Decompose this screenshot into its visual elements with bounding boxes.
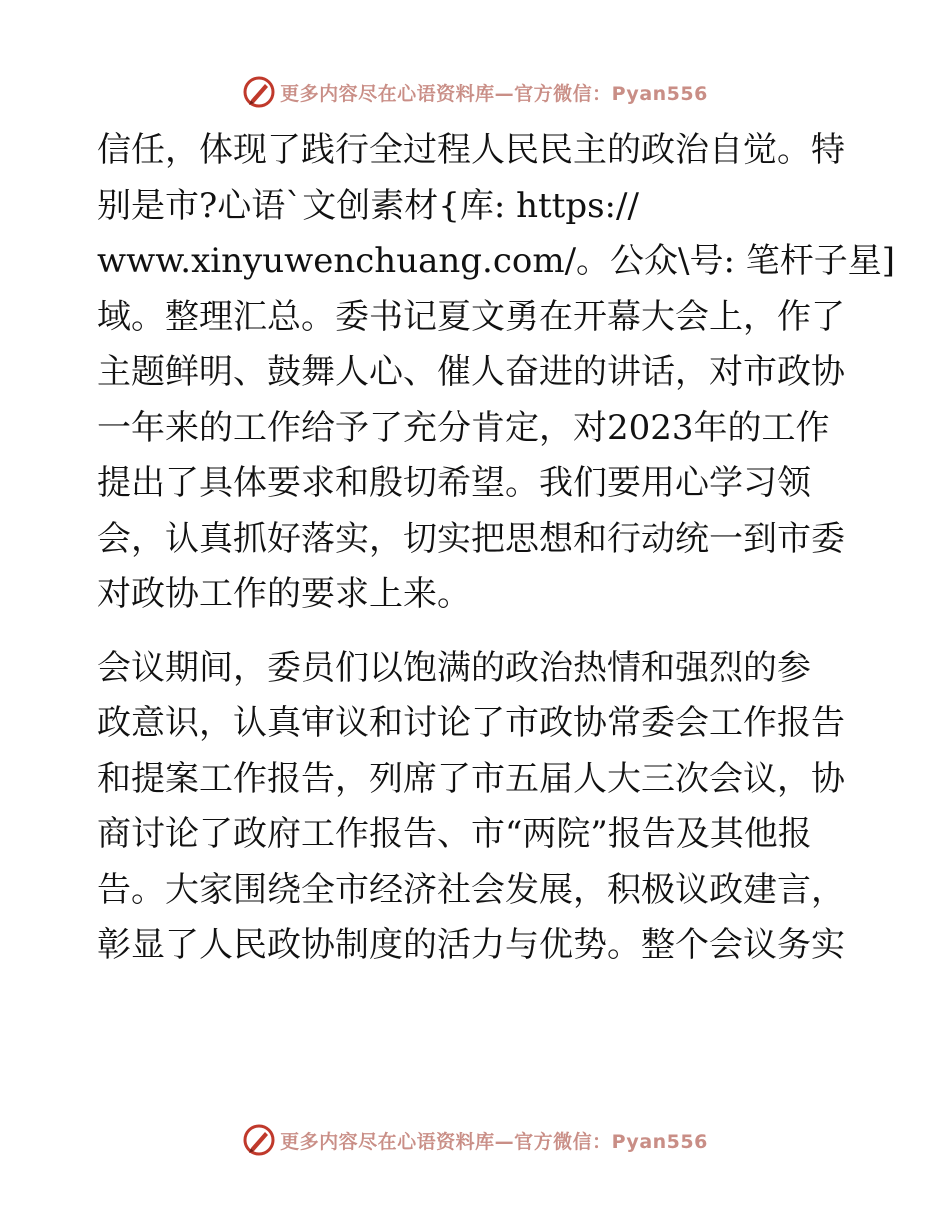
banner-text: 更多内容尽在心语资料库—官方微信：Pyan556 — [280, 82, 708, 105]
pen-logo-icon — [242, 75, 276, 109]
text-line: 商讨论了政府工作报告、市“两院”报告及其他报 — [97, 814, 812, 854]
text-line: 信任，体现了践行全过程人民民主的政治自觉。特 — [97, 130, 845, 170]
document-body — [97, 123, 896, 974]
text-line: 一年来的工作给予了充分肯定，对2023年的工作 — [97, 407, 830, 448]
header-banner — [0, 72, 950, 112]
text-line: 会，认真抓好落实，切实把思想和行动统一到市委 — [97, 518, 845, 559]
text-line: 告。大家围绕全市经济社会发展，积极议政建言， — [97, 869, 845, 910]
text-line: 别是市?心语`文创素材{库: https:// — [97, 185, 639, 226]
banner-text: 更多内容尽在心语资料库—官方微信：Pyan556 — [280, 1130, 708, 1153]
text-line: 会议期间，委员们以饱满的政治热情和强烈的参 — [97, 647, 811, 688]
text-line: 和提案工作报告，列席了市五届人大三次会议，协 — [97, 758, 845, 799]
text-line: 对政协工作的要求上来。 — [97, 574, 471, 614]
pen-logo-icon — [242, 1123, 276, 1157]
footer-banner — [0, 1120, 950, 1160]
text-line: 提出了具体要求和殷切希望。我们要用心学习领 — [97, 463, 811, 503]
paragraph — [97, 641, 857, 974]
text-line: 政意识，认真审议和讨论了市政协常委会工作报告 — [97, 703, 845, 743]
text-line: 主题鲜明、鼓舞人心、催人奋进的讲话，对市政协 — [97, 352, 845, 392]
paragraph — [97, 123, 896, 623]
text-line: 域。整理汇总。委书记夏文勇在开幕大会上，作了 — [97, 296, 845, 337]
text-line: www.xinyuwenchuang.com/。公众\号: 笔杆子星] — [97, 241, 896, 281]
text-line: 彰显了人民政协制度的活力与优势。整个会议务实 — [97, 925, 845, 965]
